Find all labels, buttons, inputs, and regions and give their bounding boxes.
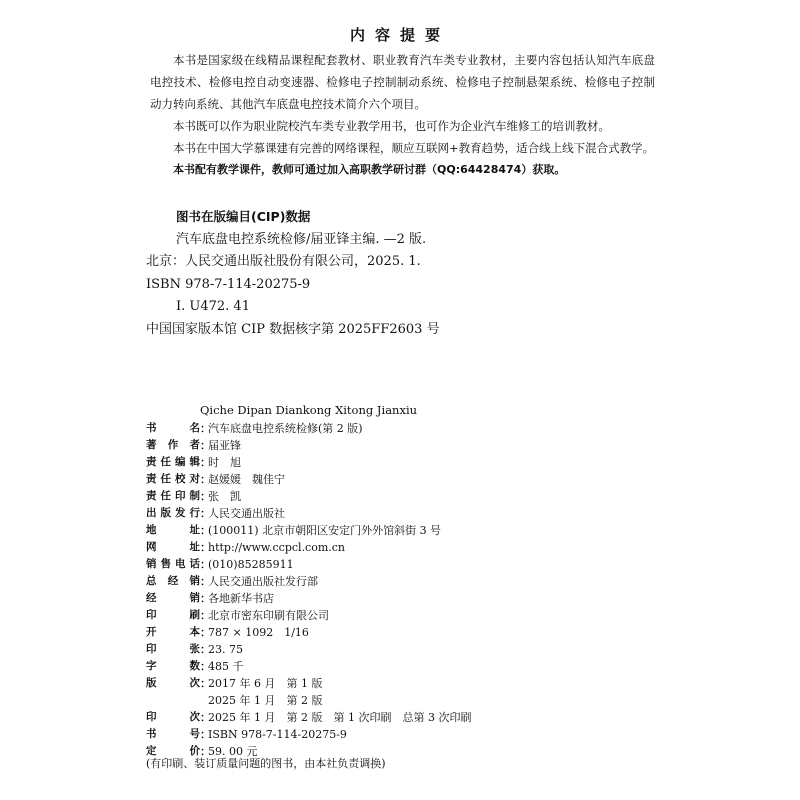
colophon-value: 23. 75 [208,643,243,656]
colophon-value: (010)85285911 [208,558,294,571]
colophon-value: 各地新华书店 [208,592,274,605]
colophon-colon: ： [200,558,211,571]
colophon-value: 北京市密东印刷有限公司 [208,609,329,622]
colophon-row [146,420,666,437]
colophon-colon: ： [200,609,211,622]
colophon-label: 版次 [146,677,200,689]
colophon-row [146,607,666,624]
colophon-value: (100011) 北京市朝阳区安定门外外馆斜街 3 号 [208,524,442,537]
colophon-label: 网址 [146,541,200,553]
summary-title: 内容提要 [349,26,450,44]
colophon-value: 2025 年 1 月 第 2 版 [208,694,323,707]
colophon-colon: ： [200,677,211,690]
colophon-row [146,454,666,471]
colophon-colon: ： [200,575,211,588]
cip-line: 汽车底盘电控系统检修/届亚锋主编. —2 版. [176,231,427,247]
colophon-colon: ： [200,728,211,741]
colophon-row [146,437,666,454]
colophon-row [146,624,666,641]
colophon-row [146,658,666,675]
colophon-colon: ： [200,507,211,520]
colophon-label: 印张 [146,643,200,655]
colophon-row [146,556,666,573]
cip-title: 图书在版编目(CIP)数据 [176,209,311,224]
colophon-value: 59. 00 元 [208,745,258,758]
cip-line: 北京：人民交通出版社股份有限公司，2025. 1. [146,254,421,269]
colophon-label: 书号 [146,728,200,740]
colophon-label: 地址 [146,524,200,536]
colophon-colon: ： [200,490,211,503]
colophon-label: 开本 [146,626,200,638]
courseware-note: 本书配有教学课件，教师可通过加入高职教学研讨群（QQ:64428474）获取。 [173,163,566,176]
colophon-label: 印刷 [146,609,200,621]
cip-line: Ⅰ. U472. 41 [176,299,250,314]
colophon-label: 销售电话 [146,558,200,570]
summary-paragraph: 本书是国家级在线精品课程配套教材、职业教育汽车类专业教材，主要内容包括认知汽车底盘电控技术、检修电控自动变速器、检修电子控制制动系统、检修电子控制悬架系统、检修电子控制动力转向系统、其他汽车底盘电控技术简介六个项目。 [150,53,655,111]
colophon-label: 责任印制 [146,490,200,502]
colophon-label: 经销 [146,592,200,604]
colophon-colon: ： [200,541,211,554]
colophon-label: 责任校对 [146,473,200,485]
colophon-value: 2017 年 6 月 第 1 版 [208,677,323,690]
cip-block [146,206,666,341]
summary-section [150,49,655,181]
cip-line: 中国国家版本馆 CIP 数据核字第 2025FF2603 号 [146,321,440,337]
colophon-colon: ： [200,660,211,673]
colophon-row [146,692,666,709]
colophon-row [146,573,666,590]
colophon-row [146,675,666,692]
colophon-row [146,539,666,556]
colophon-colon: ： [200,473,211,486]
colophon-colon: ： [200,711,211,724]
colophon-value: 届亚锋 [208,439,241,452]
colophon-label: 出版发行 [146,507,200,519]
colophon-row [146,726,666,743]
colophon-label: 著作者 [146,439,200,451]
colophon-row [146,522,666,539]
summary-paragraph: 本书既可以作为职业院校汽车类专业教学用书，也可作为企业汽车维修工的培训教材。 [173,119,610,133]
colophon-colon: ： [200,745,211,758]
colophon-value: 张 凯 [208,490,241,503]
colophon-row [146,488,666,505]
colophon-colon: ： [200,439,211,452]
colophon-colon: ： [200,592,211,605]
colophon-value: ISBN 978-7-114-20275-9 [208,728,347,741]
colophon-row [146,590,666,607]
quality-notice: (有印刷、装订质量问题的图书，由本社负责调换) [146,757,386,770]
colophon-colon: ： [200,456,211,469]
colophon-row [146,505,666,522]
colophon-label: 总经销 [146,575,200,587]
colophon-value: 2025 年 1 月 第 2 版 第 1 次印刷 总第 3 次印刷 [208,711,472,724]
colophon-colon: ： [200,643,211,656]
colophon-value: 赵媛媛 魏佳宁 [208,473,285,486]
pinyin-title: Qiche Dipan Diankong Xitong Jianxiu [200,403,418,417]
summary-paragraph: 本书在中国大学慕课建有完善的网络课程，顺应互联网+教育趋势，适合线上线下混合式教学。 [173,141,655,155]
colophon-value: 汽车底盘电控系统检修(第 2 版) [208,422,363,435]
colophon-label: 责任编辑 [146,456,200,468]
colophon-row [146,471,666,488]
colophon-value: 时 旭 [208,456,241,469]
colophon-value: 485 千 [208,660,244,673]
colophon-value: http://www.ccpcl.com.cn [208,541,346,554]
colophon-colon: ： [200,626,211,639]
colophon-label: 定价 [146,745,200,757]
colophon-colon: ： [200,524,211,537]
colophon-row [146,641,666,658]
colophon-value: 787 × 1092 1/16 [208,626,309,639]
colophon-value: 人民交通出版社发行部 [208,575,318,588]
colophon-label: 字数 [146,660,200,672]
colophon-row [146,709,666,726]
colophon-label: 印次 [146,711,200,723]
colophon-label: 书名 [146,422,200,434]
colophon-table [146,420,666,760]
colophon-value: 人民交通出版社 [208,507,285,520]
cip-line: ISBN 978-7-114-20275-9 [146,276,311,292]
colophon-colon: ： [200,422,211,435]
